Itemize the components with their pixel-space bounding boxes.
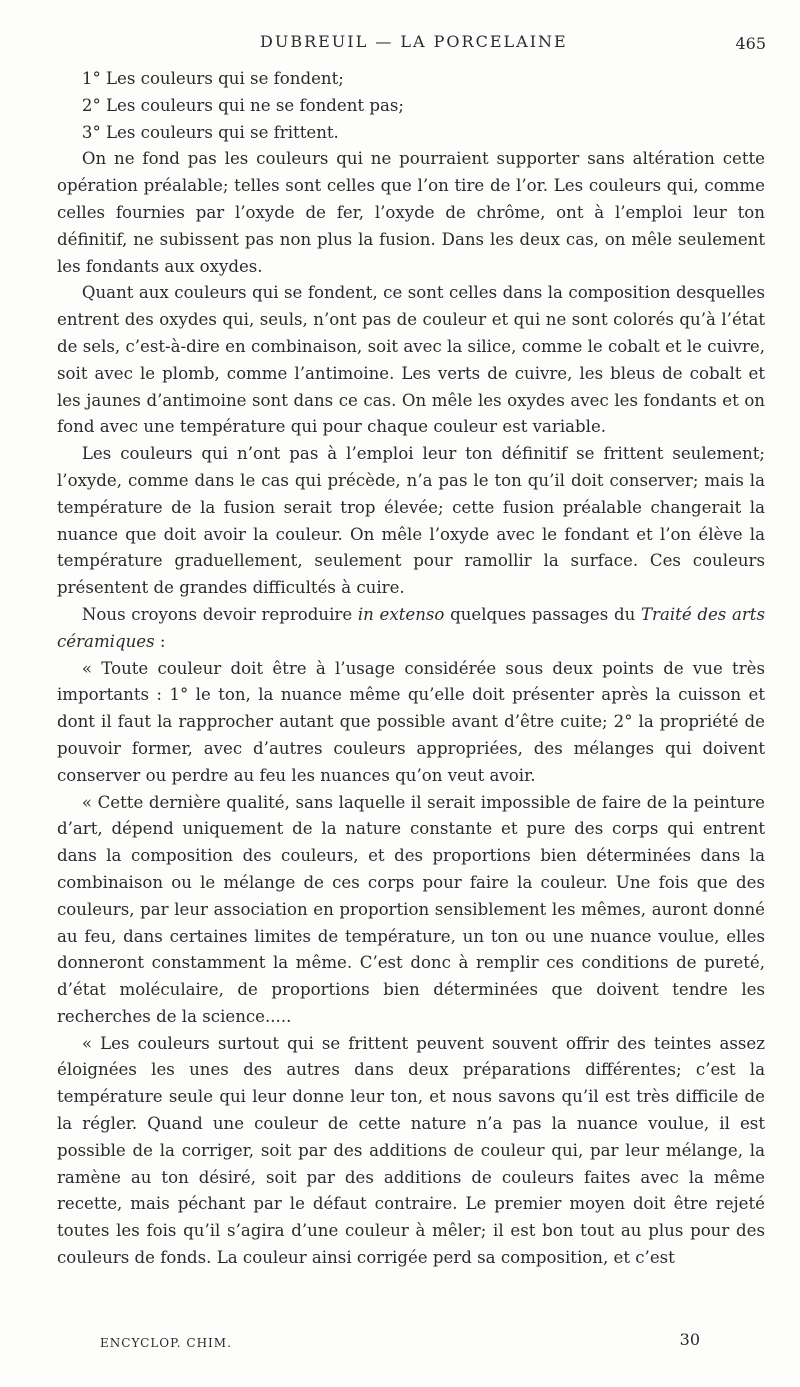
body-text [57,66,765,1272]
running-title: DUBREUIL — LA PORCELAINE [260,32,568,51]
list-item: 1° Les couleurs qui se fondent; [81,69,344,88]
italic-phrase: in extenso [357,604,445,624]
page-footer [100,1330,700,1356]
quote-paragraph: « Les couleurs surtout qui se frittent peuvent souvent offrir des teintes assez éloignées les unes des autres dans deux préparations différentes; c’est la température seule qui leur donne leur ton, et nous savons qu’il est très difficile de la régler. Quand une couleur de cette nature n’a pas la nuance voulue, il est possible de la corriger, soit par des additions de couleur qui, par leur mélange, la ramène au ton désiré, soit par des additions de couleurs faites avec la même recette, mais péchant par le défaut contraire. Le premier moyen doit être rejeté toutes les fois qu’il s’agira d’une couleur à mêler; il est bon tout au plus pour des couleurs de fonds. La couleur ainsi corrigée perd sa composition, et c’est [57,1033,765,1268]
paragraph-citation-intro [57,602,765,656]
list-item: 2° Les couleurs qui ne se fondent pas; [81,95,404,115]
paragraph: Les couleurs qui n’ont pas à l’emploi leur ton définitif se frittent seulement; l’oxyde, comme dans le cas qui précède, n’a pas le ton qu’il doit conserver; mais la température de la fusion serait trop élevée; cette fusion préalable changerait la nuance que doit avoir la couleur. On mêle l’oxyde avec le fondant et l’on élève la température graduellement, seulement pour ramollir la surface. Ces couleurs présentent de grandes difficultés à cuire. [57,444,765,598]
quote-paragraph: « Cette dernière qualité, sans laquelle il serait impossible de faire de la peinture d’art, dépend uniquement de la nature constante et pure des corps qui entrent dans la composition des couleurs, et des proportions bien déterminées dans la combinaison ou le mélange de ces corps pour faire la couleur. Une fois que des couleurs, par leur association en proportion sensiblement les mêmes, auront donné au feu, dans certaines limites de température, un ton ou une nuance voulue, elles donneront constamment la même. C’est donc à remplir ces conditions de pureté, d’état moléculaire, de proportions bien déterminées que doivent tendre les recherches de la science..... [57,792,765,1026]
paragraph: On ne fond pas les couleurs qui ne pourraient supporter sans altération cette opération préalable; telles sont celles que l’on tire de l’or. Les couleurs qui, comme celles fournies par l’oxyde de fer, l’oxyde de chrôme, ont à l’emploi leur ton définitif, ne subissent pas non plus la fusion. Dans les deux cas, on mêle seulement les fondants aux oxydes. [57,149,765,276]
book-title: Traité des arts céramiques [57,604,765,651]
paragraph: Quant aux couleurs qui se fondent, ce sont celles dans la composition desquelles entrent des oxydes qui, seuls, n’ont pas de couleur et qui ne sont colorés qu’à l’état de sels, c’est-à-dire en combinaison, soit avec la silice, comme le cobalt et le cuivre, soit avec le plomb, comme l’antimoine. Les verts de cuivre, les bleus de cobalt et les jaunes d’antimoine sont dans ce cas. On mêle les oxydes avec les fondants et on fond avec une température qui pour chaque couleur est variable. [57,283,765,437]
signature-mark: ENCYCLOP. CHIM. [100,1336,232,1350]
page-number: 465 [735,34,766,53]
sheet-number: 30 [679,1330,700,1349]
list-item: 3° Les couleurs qui se frittent. [81,122,339,142]
intro-text: Nous croyons devoir reproduire [81,604,358,624]
intro-text: quelques passages du [444,604,641,624]
running-head [60,32,780,56]
quote-paragraph: « Toute couleur doit être à l’usage considérée sous deux points de vue très importants : 1° le ton, la nuance même qu’elle doit présenter après la cuisson et dont il faut la rapprocher autant que possible avant d’être cuite; 2° la propriété de pouvoir former, avec d’autres couleurs appropriées, des mélanges qui doivent conserver ou perdre au feu les nuances qu’on veut avoir. [57,658,765,785]
intro-text: : [154,631,166,651]
